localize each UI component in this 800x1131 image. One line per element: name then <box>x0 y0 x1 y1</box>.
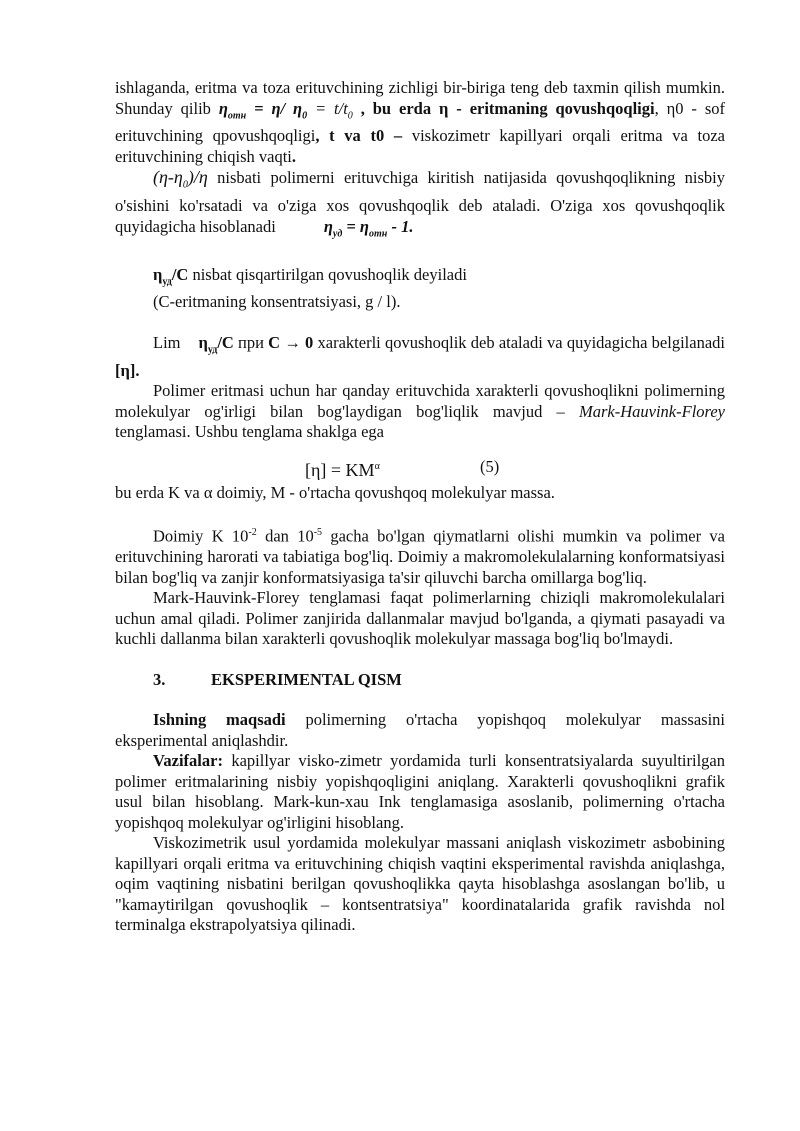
paragraph-tasks <box>115 751 725 833</box>
section-title: EKSPERIMENTAL QISM <box>211 669 402 689</box>
formula: [η]. <box>115 360 140 380</box>
paragraph-relative-viscosity <box>115 78 725 167</box>
paragraph-specific-viscosity <box>115 167 725 244</box>
subscript: 0 <box>347 109 353 121</box>
paragraph-applicability: Mark-Hauvink-Florey tenglamasi faqat polimerlarning chiziqli makromolekulalari uchun amal qiladi. Polimer zanjirida dallanmalar mavjud bo'lganda, a qiymati pasayadi va kuchli dallanma bilan xarakterli qovushoqlik molekulyar massaga bog'liq bo'lmaydi. <box>115 588 725 649</box>
text: , η0 - sof erituvchining qpovushqoqligi <box>115 98 725 146</box>
paragraph-method: Viskozimetrik usul yordamida molekulyar massani aniqlash viskozimetr asbobining kapillyari orqali eritma va erituvchining chiqish vaqtini eksperimental ravishda aniqlashga, oqim vaqtining nisbatini berilgan qovushoqlikka qayta hisoblashga asoslangan bo'lib, u "kamaytirilgan qovushoqlik – kontsentratsiya" koordinatalarida grafik ravishda nol terminalga ekstrapolyatsiya qilinadi. <box>115 833 725 935</box>
formula: η <box>153 264 163 284</box>
superscript: α <box>374 460 380 472</box>
formula: 0 <box>305 332 314 352</box>
text: nisbati polimerni erituvchiga kiritish natijasida qovushqoqlikning nisbiy o'sishini ko'rsatadi va o'ziga xos qovushqoqlik deb ataladi. O'ziga xos qovushqoqlik quyidagicha hisoblanadi <box>115 168 725 236</box>
arrow: → <box>280 332 306 352</box>
equation-formula: [η] = KM <box>305 459 375 480</box>
superscript: -2 <box>248 527 257 539</box>
subscript: отн <box>227 109 247 121</box>
period: . <box>291 146 297 166</box>
formula: η <box>198 332 208 352</box>
formula: η <box>323 216 333 236</box>
formula: )/η <box>187 167 208 188</box>
text: tenglamasi. Ushbu tenglama shaklga ega <box>115 422 384 442</box>
formula-part: = t/t <box>307 98 348 118</box>
paragraph-reduced-viscosity <box>153 265 725 293</box>
formula-part: = η/ η <box>246 98 303 118</box>
subscript: 0 <box>302 109 308 121</box>
text: dan 10 <box>256 526 314 546</box>
formula: (η-η <box>153 167 183 188</box>
document-page <box>115 78 725 936</box>
formula: /С <box>171 264 189 284</box>
subscript: уд <box>207 344 218 356</box>
section-number: 3. <box>153 669 166 689</box>
text: , t va t0 <box>315 126 394 146</box>
text: polimerning o'rtacha yopishqoq molekulyar massasini eksperimental aniqlashdir. <box>115 710 725 750</box>
subscript: отн <box>369 228 388 240</box>
text: nisbat qisqartirilgan qovushoqlik deyiladi <box>188 264 467 284</box>
subscript: 0 <box>182 179 188 191</box>
text: Polimer eritmasi uchun har qanday erituvchida xarakterli qovushoqlikni polimerning molekulyar og'irligi bilan bog'laydigan bog'liqlik mavjud – <box>115 381 725 421</box>
subscript: уд <box>162 275 172 287</box>
text: , bu erda η - eritmaning qovushqoqligi <box>352 98 655 118</box>
text: viskozimetr kapillyari orqali eritma va toza erituvchining chiqish vaqti <box>115 126 725 166</box>
text: kapillyar visko-zimetr yordamida turli konsentratsiyalarda suyultirilgan polimer eritmalarining nisbiy yopishqoqligini aniqlang. Xarakterli qovushoqlikni grafik usul bilan hisoblang. Mark-kun-xau Ink tenglamasiga asoslanib, polimerning o'rtacha yopishqoq molekulyar og'irligini hisoblang. <box>115 751 725 832</box>
formula: С <box>268 332 281 352</box>
superscript: -5 <box>313 527 323 539</box>
paragraph-constants <box>115 523 725 588</box>
text: Doimiy K 10 <box>153 526 249 546</box>
dash: – <box>393 126 403 146</box>
section-heading <box>153 670 725 691</box>
subscript: уд <box>332 228 343 240</box>
lim-label: Lim <box>153 332 181 352</box>
paragraph-goal <box>115 710 725 751</box>
paragraph-intrinsic-viscosity <box>115 333 725 381</box>
text: gacha bo'lgan qiymatlarni olishi mumkin va polimer va erituvchining harorati va tabiatiga bog'liq. Doimiy a makromolekulalarning konformatsiyasi bilan bog'liq va zanjir konformatsiyasiga ta'sir qiluvchi barcha omillarga bog'liq. <box>115 526 725 587</box>
concentration-note: (C-eritmaning konsentratsiyasi, g / l). <box>153 292 401 312</box>
text: ishlaganda, eritma va toza erituvchining zichligi bir-biriga teng deb taxmin qilish mumkin. Shunday qilib <box>115 78 725 118</box>
formula: - 1. <box>387 216 414 236</box>
text: при <box>233 332 269 352</box>
equation-name: Mark-Hauvink-Florey <box>579 401 725 421</box>
text: xarakterli qovushoqlik deb ataladi va quyidagicha belgilanadi <box>313 332 725 352</box>
formula-eta: η <box>218 98 228 118</box>
bold-label: Vazifalar: <box>153 751 223 771</box>
formula: /С <box>217 332 234 352</box>
equation-legend: bu erda K va α doimiy, M - o'rtacha qovushqoq molekulyar massa. <box>115 482 555 502</box>
paragraph-mark-houwink <box>115 381 725 443</box>
bold-label: Ishning maqsadi <box>153 710 286 730</box>
equation-5 <box>115 457 725 483</box>
formula: = η <box>342 216 369 236</box>
equation-number: (5) <box>480 456 500 476</box>
